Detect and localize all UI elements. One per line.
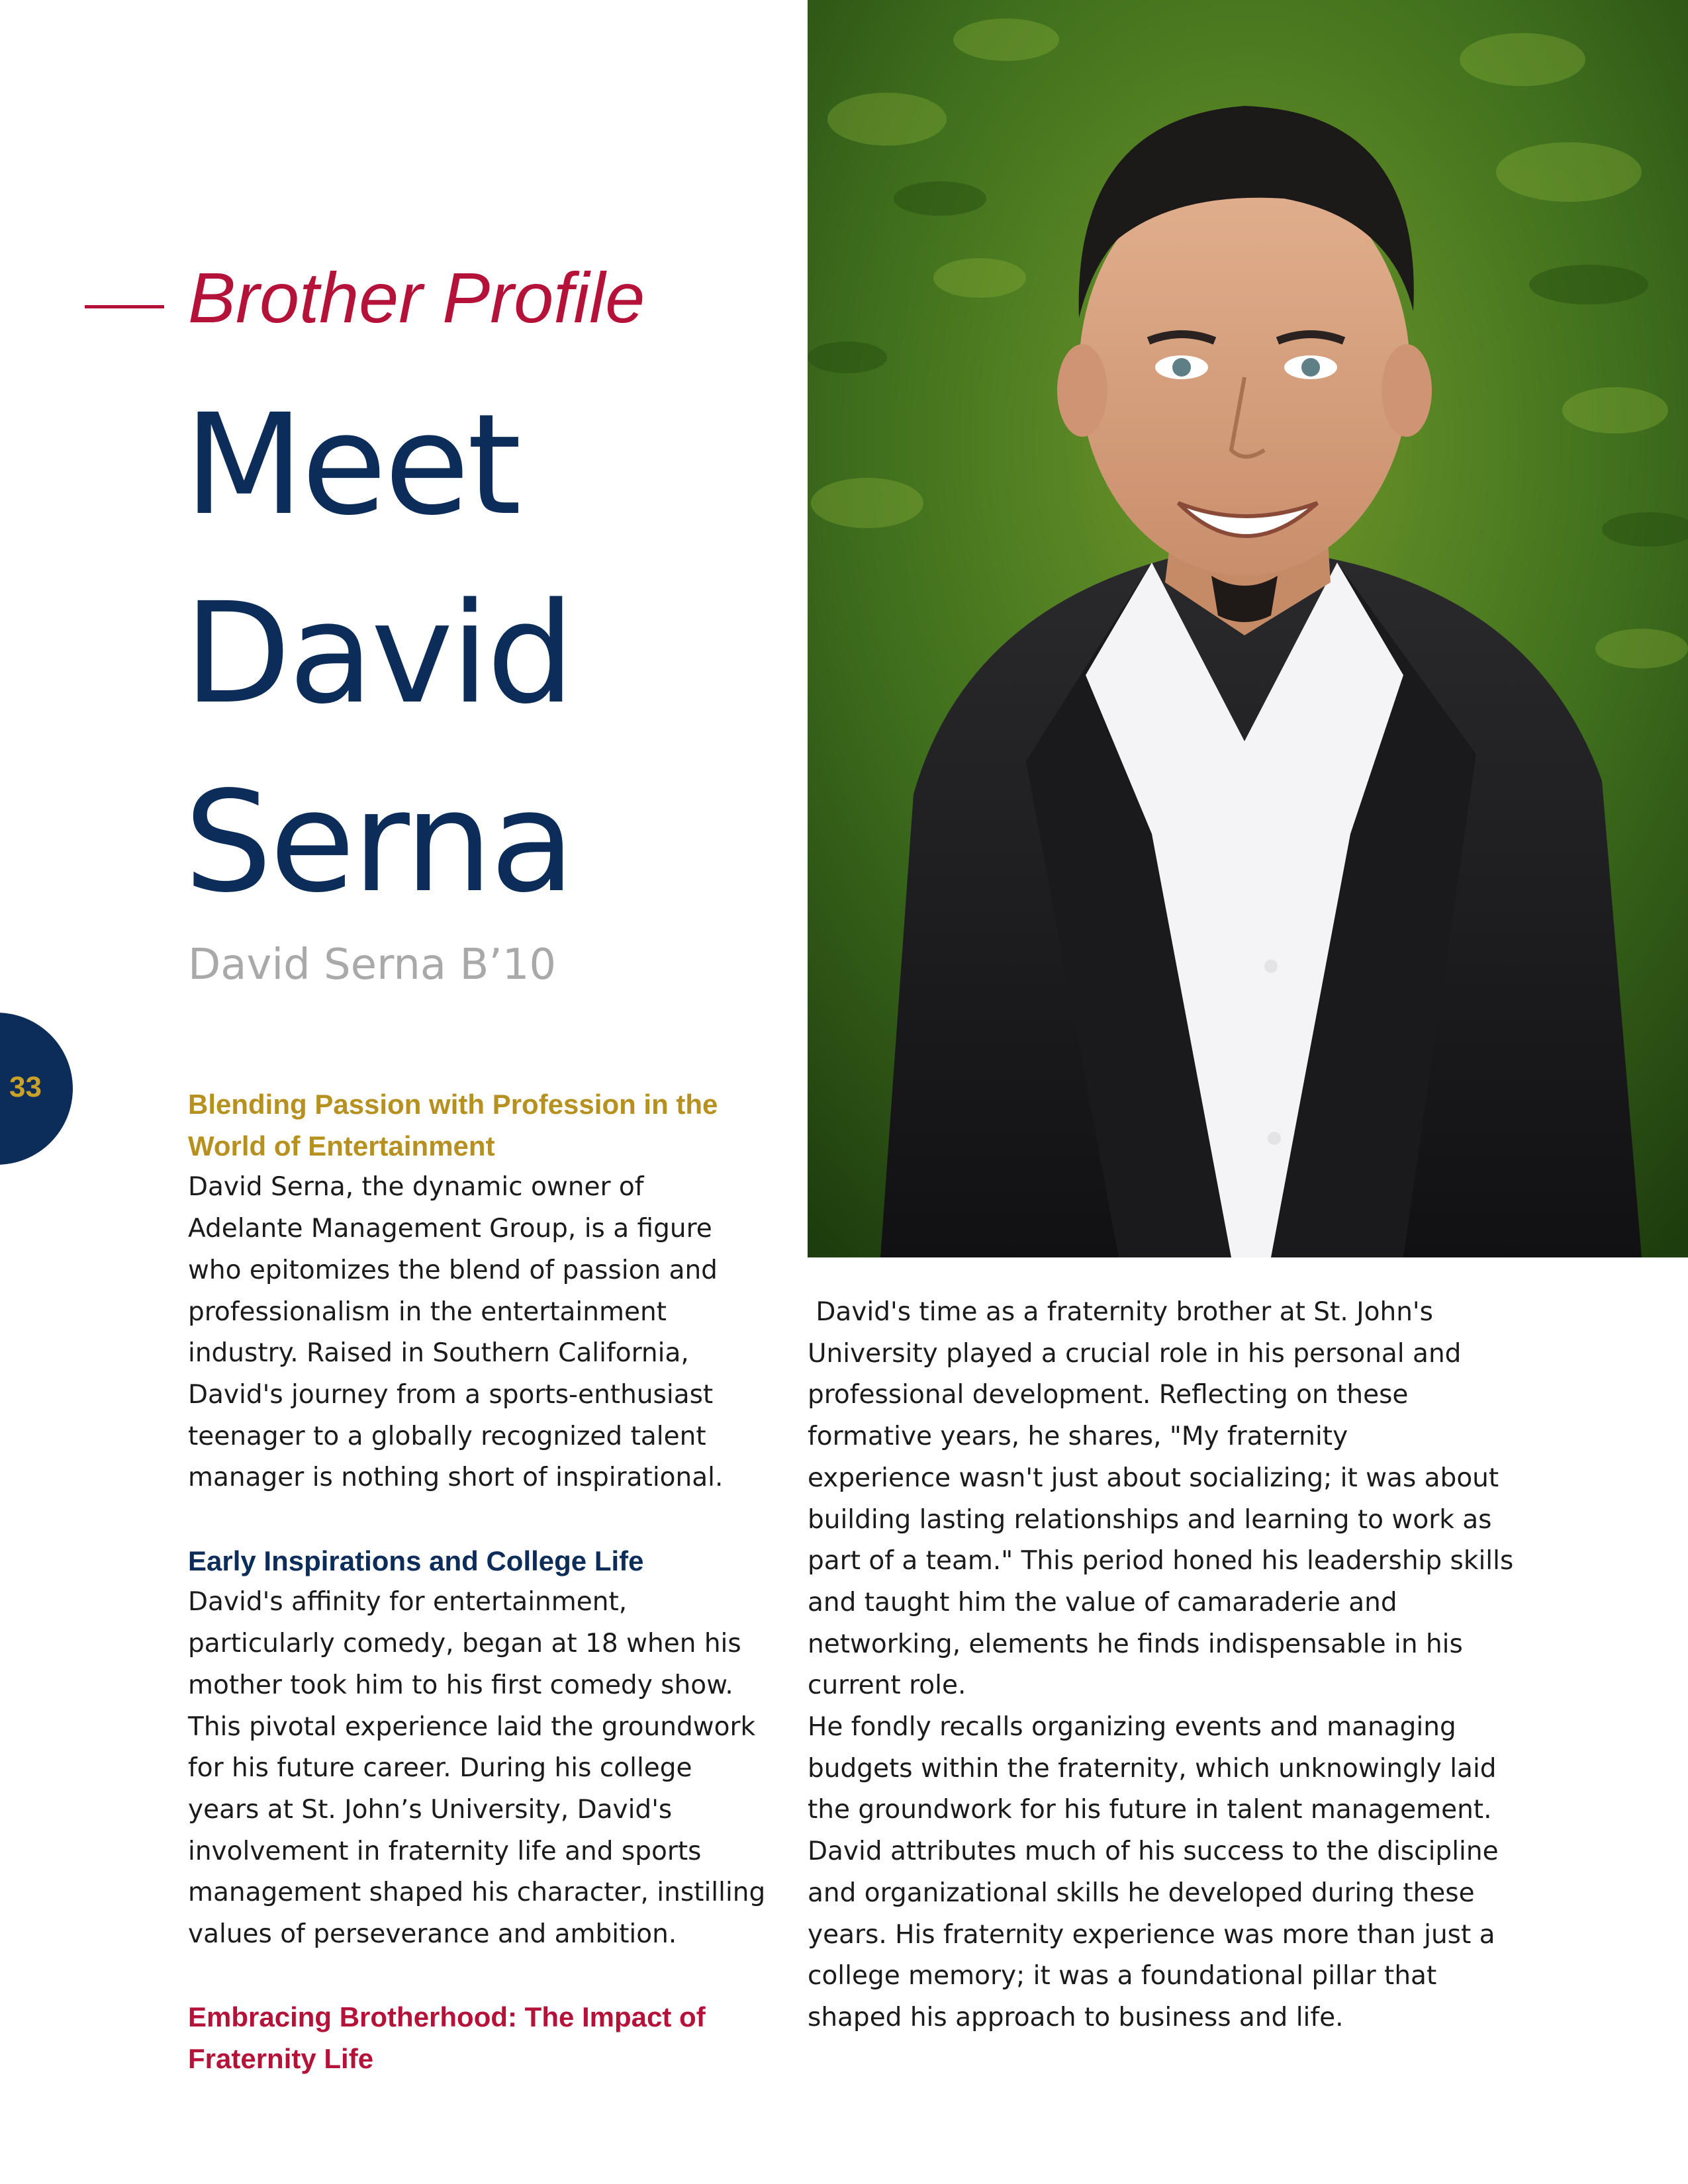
text-line: years at St. John’s University, David's: [188, 1794, 673, 1825]
text-line: for his future career. During his college: [188, 1753, 692, 1784]
title-line: David: [184, 572, 573, 735]
text-line: values of perseverance and ambition.: [188, 1919, 677, 1950]
text-line: teenager to a globally recognized talent: [188, 1421, 706, 1451]
heading-line: Blending Passion with Profession in the: [188, 1089, 718, 1120]
section-kicker: Brother Profile: [188, 257, 645, 338]
section-heading: [188, 1541, 784, 1582]
text-line: current role.: [808, 1670, 966, 1701]
spacer: [188, 1956, 784, 1997]
text-line: years. His fraternity experience was more than just a: [808, 1919, 1495, 1950]
text-line: David's time as a fraternity brother at St. John's: [808, 1297, 1433, 1327]
text-line: University played a crucial role in his personal and: [808, 1338, 1462, 1369]
section-heading: [188, 1997, 784, 2079]
text-line: David Serna, the dynamic owner of: [188, 1172, 644, 1203]
text-line: David's journey from a sports-enthusiast: [188, 1379, 714, 1410]
text-line: professionalism in the entertainment: [188, 1297, 667, 1327]
text-line: This pivotal experience laid the groundwork: [188, 1711, 756, 1742]
title-line: Meet: [184, 384, 519, 546]
text-line: shaped his approach to business and life.: [808, 2002, 1344, 2032]
body-text: [188, 1582, 784, 1955]
text-line: management shaped his character, instilling: [188, 1878, 766, 1908]
heading-line: Embracing Brotherhood: The Impact of: [188, 2001, 706, 2033]
text-line: He fondly recalls organizing events and managing: [808, 1712, 1456, 1743]
text-line: and organizational skills he developed during these: [808, 1878, 1475, 1908]
text-line: professional development. Reflecting on these: [808, 1380, 1409, 1410]
section-heading: [188, 1084, 784, 1167]
text-line: building lasting relationships and learning to work as: [808, 1504, 1492, 1535]
text-line: the groundwork for his future in talent management.: [808, 1795, 1492, 1825]
left-column: [188, 1084, 784, 2080]
text-line: particularly comedy, began at 18 when his: [188, 1629, 741, 1659]
text-line: who epitomizes the blend of passion and: [188, 1255, 718, 1285]
text-line: David attributes much of his success to the discipline: [808, 1837, 1499, 1867]
heading-line: Fraternity Life: [188, 2043, 374, 2075]
text-line: experience wasn't just about socializing; it was about: [808, 1463, 1499, 1493]
text-line: David's affinity for entertainment,: [188, 1587, 628, 1617]
text-line: Adelante Management Group, is a figure: [188, 1214, 712, 1244]
spacer: [188, 1499, 784, 1541]
text-line: manager is nothing short of inspirational.: [188, 1463, 724, 1493]
title-line: Serna: [184, 761, 573, 923]
page-number: 33: [9, 1071, 42, 1103]
body-text: [188, 1167, 784, 1499]
heading-line: World of Entertainment: [188, 1130, 495, 1161]
byline: David Serna B’10: [188, 940, 557, 989]
portrait-photo: [808, 0, 1688, 1257]
heading-line: Early Inspirations and College Life: [188, 1545, 644, 1576]
right-column: [808, 1292, 1523, 2039]
text-line: part of a team." This period honed his leadership skills: [808, 1546, 1514, 1576]
body-text: [808, 1292, 1523, 2039]
text-line: networking, elements he finds indispensable in his: [808, 1629, 1463, 1659]
page-title: [184, 371, 573, 936]
text-line: industry. Raised in Southern California,: [188, 1338, 689, 1369]
text-line: college memory; it was a foundational pillar that: [808, 1961, 1437, 1991]
text-line: budgets within the fraternity, which unknowingly laid: [808, 1753, 1497, 1784]
text-line: formative years, he shares, "My fraternity: [808, 1422, 1348, 1452]
kicker-rule: [85, 305, 164, 308]
text-line: involvement in fraternity life and sports: [188, 1836, 702, 1866]
text-line: mother took him to his first comedy show.: [188, 1670, 733, 1700]
text-line: and taught him the value of camaraderie and: [808, 1587, 1397, 1617]
